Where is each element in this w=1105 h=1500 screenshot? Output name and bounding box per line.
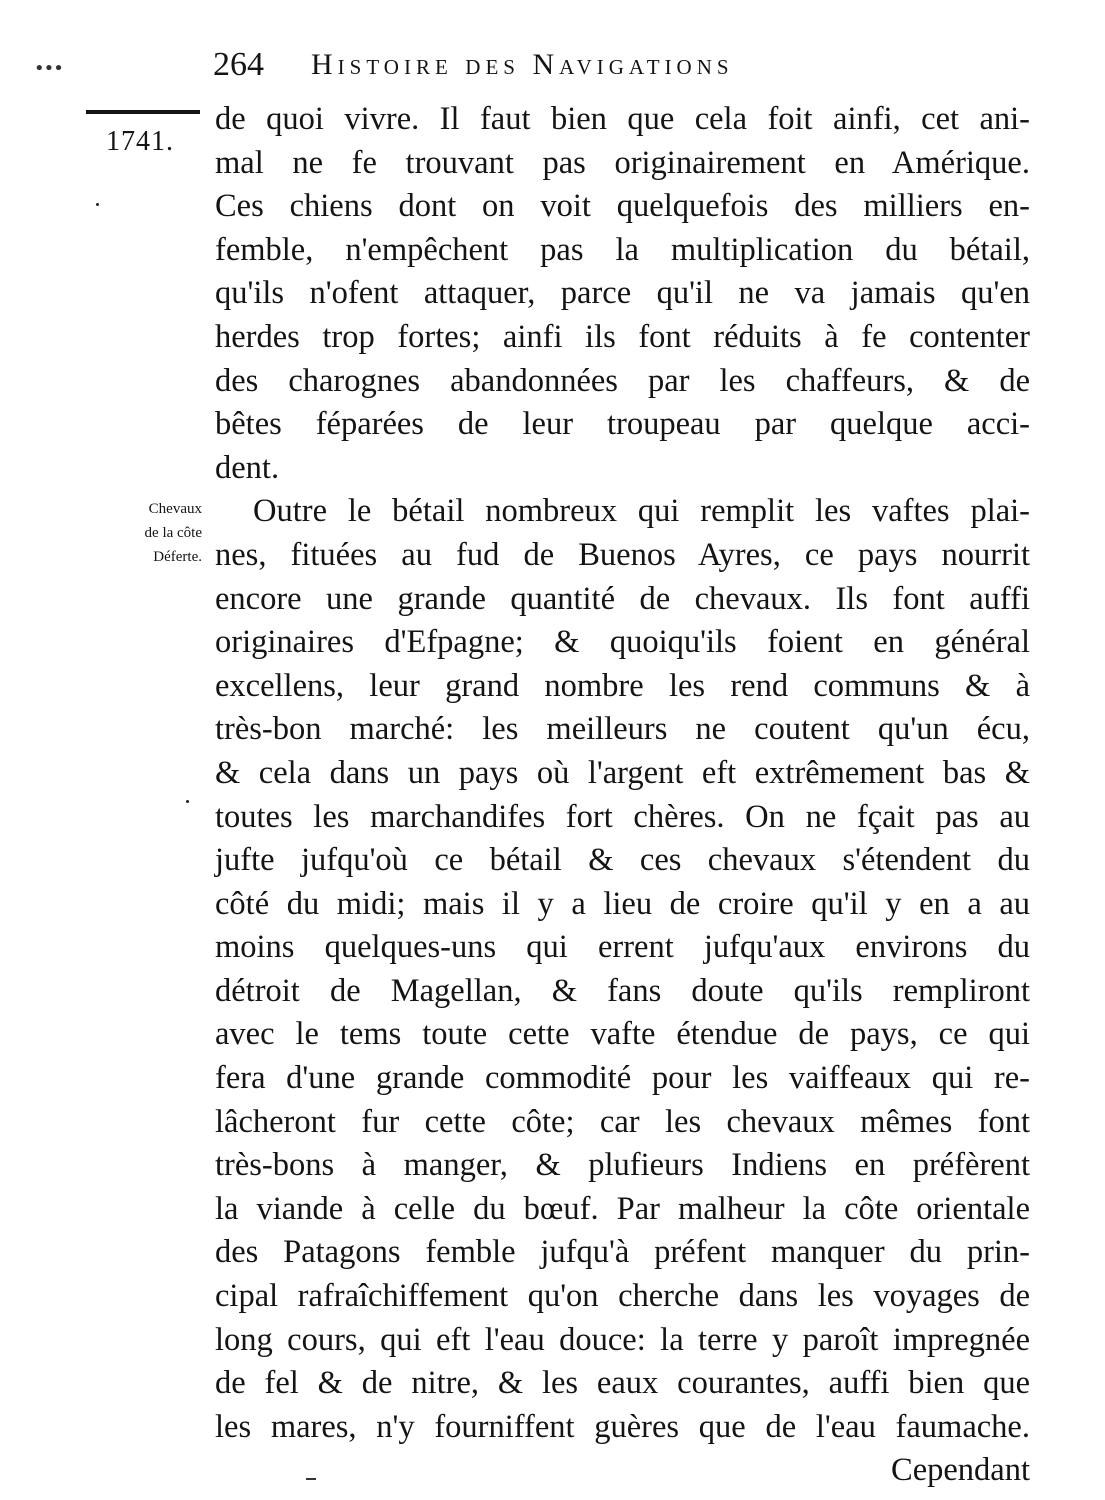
text-line: toutes les marchandifes fort chères. On ne fçait pas au [215,798,1030,835]
text-line: long cours, qui eft l'eau douce: la terre y paroît impregnée [215,1321,1030,1358]
year-rule [86,110,200,114]
text-line: moins quelques-uns qui errent jufqu'aux environs du [215,929,1030,966]
text-line: des charognes abandonnées par les chaffeurs, & de [215,362,1030,399]
text-line: détroit de Magellan, & fans doute qu'ils rempliront [215,972,1030,1009]
text-line: & cela dans un pays où l'argent eft extrêmement bas & [215,754,1030,791]
text-line: côté du midi; mais il y a lieu de croire qu'il y en a au [215,885,1030,922]
running-title: Histoire des Navigations [311,48,734,81]
stray-dot [186,800,189,803]
corner-ornament: ••• [34,58,63,79]
text-line: encore une grande quantité de chevaux. Ils font auffi [215,580,1030,617]
margin-note-line: Déferte. [153,549,202,565]
text-line: qu'ils n'ofent attaquer, parce qu'il ne va jamais qu'en [215,275,1030,312]
text-line: cipal rafraîchiffement qu'on cherche dans les voyages de [215,1278,1030,1315]
text-line: mal ne fe trouvant pas originairement en Amérique. [215,144,1030,181]
text-line: jufte jufqu'où ce bétail & ces chevaux s'étendent du [215,842,1030,879]
text-line: nes, fituées au fud de Buenos Ayres, ce pays nourrit [215,536,1030,573]
text-line: de quoi vivre. Il faut bien que cela foit ainfi, cet ani- [215,101,1030,137]
text-line: femble, n'empêchent pas la multiplication du bétail, [215,231,1030,268]
body-text [215,98,1030,1493]
text-line: les mares, n'y fourniffent guères que de l'eau faumache. [215,1408,1030,1445]
stray-dot [96,203,99,206]
text-line: très-bon marché: les meilleurs ne coutent qu'un écu, [215,711,1030,748]
text-line: Outre le bétail nombreux qui remplit les vaftes plai- [253,493,1030,530]
text-line: originaires d'Efpagne; & quoiqu'ils foient en général [215,624,1030,661]
margin-note [82,497,202,569]
text-line: la viande à celle du bœuf. Par malheur la côte orientale [215,1190,1030,1227]
text-line: lâcheront fur cette côte; car les chevaux mêmes font [215,1103,1030,1140]
text-line: avec le tems toute cette vafte étendue de pays, ce qui [215,1016,1030,1053]
running-head [213,40,973,90]
text-line: Ces chiens dont on voit quelquefois des milliers en- [215,188,1030,225]
text-line: fera d'une grande commodité pour les vaiffeaux qui re- [215,1060,1030,1097]
foot-mark [306,1478,316,1480]
text-line: bêtes féparées de leur troupeau par quelque acci- [215,406,1030,443]
catchword: Cependant [891,1452,1030,1489]
margin-note-line: Chevaux [148,501,202,517]
text-line: herdes trop fortes; ainfi ils font réduits à fe contenter [215,318,1030,355]
text-line: dent. [215,449,280,486]
text-line: de fel & de nitre, & les eaux courantes, auffi bien que [215,1365,1030,1402]
page-number: 264 [213,46,264,83]
margin-year: 1741. [106,126,174,157]
text-line: excellens, leur grand nombre les rend communs & à [215,667,1030,704]
margin-note-line: de la côte [144,525,202,541]
text-line: des Patagons femble jufqu'à préfent manquer du prin- [215,1234,1030,1271]
text-line: très-bons à manger, & plufieurs Indiens en préfèrent [215,1147,1030,1184]
